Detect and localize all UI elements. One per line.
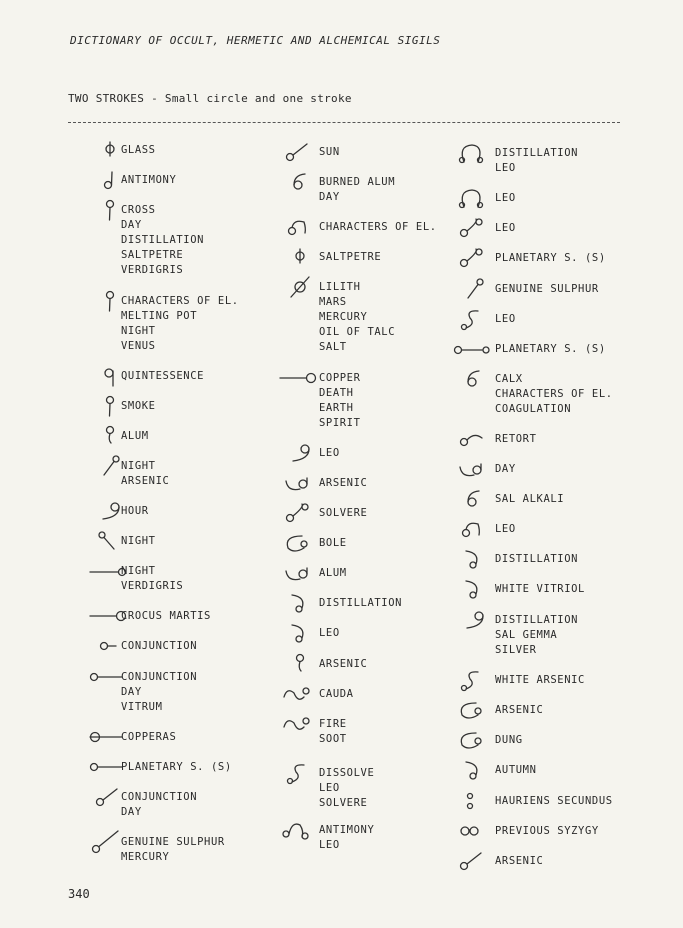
sigil-meaning: ARSENIC xyxy=(319,658,368,670)
line-theta-sigil-icon xyxy=(278,367,322,389)
sigil-meanings xyxy=(319,657,367,672)
sigil-meanings xyxy=(121,609,211,624)
six-shape-sigil-icon xyxy=(452,368,496,390)
sigil-meanings xyxy=(319,476,367,491)
sigil-meaning: COAGULATION xyxy=(495,403,572,415)
slashed-circle-sigil-icon xyxy=(278,276,322,298)
circle-omega-sigil-icon xyxy=(278,819,322,841)
sigil-meaning: ANTIMONY xyxy=(121,174,177,186)
sigil-meanings xyxy=(121,730,176,745)
sigil-meaning: EARTH xyxy=(319,402,354,414)
sigil-meaning: GENUINE SULPHUR xyxy=(121,836,225,848)
sigil-meaning: MERCURY xyxy=(121,851,170,863)
sigil-meanings xyxy=(319,823,374,853)
phi-sigil-icon xyxy=(278,246,322,268)
sigil-meaning: GENUINE SULPHUR xyxy=(495,283,599,295)
sigil-meaning: DAY xyxy=(495,463,516,475)
sigil-meanings xyxy=(495,462,516,477)
sigil-meanings xyxy=(495,191,516,206)
sigil-meanings xyxy=(319,766,374,811)
sigil-meaning: MARS xyxy=(319,296,347,308)
sigil-meaning: CONJUNCTION xyxy=(121,671,198,683)
sigil-meaning: PLANETARY S. (S) xyxy=(121,761,232,773)
sigil-meaning: LEO xyxy=(319,447,340,459)
sigil-meanings xyxy=(495,794,613,809)
sigil-meaning: SAL GEMMA xyxy=(495,629,558,641)
sigil-meaning: VITRUM xyxy=(121,701,163,713)
sigil-meaning: HAURIENS SECUNDUS xyxy=(495,795,613,807)
sigil-meaning: PLANETARY S. (S) xyxy=(495,343,606,355)
sigil-meaning: ALUM xyxy=(121,430,149,442)
sigil-meanings xyxy=(121,534,156,549)
sigil-meaning: SOOT xyxy=(319,733,347,745)
hook-circle-sigil-icon xyxy=(452,518,496,540)
c-circle-sigil-icon xyxy=(278,532,322,554)
sigil-meaning: BOLE xyxy=(319,537,347,549)
sigil-meanings xyxy=(495,582,585,597)
section-rule xyxy=(68,122,620,123)
omega-sigil-icon xyxy=(452,142,496,164)
sigil-meanings xyxy=(319,250,381,265)
sigil-meanings xyxy=(495,146,578,176)
c-circle-sigil-icon xyxy=(452,699,496,721)
sigil-meanings xyxy=(121,835,225,865)
circle-diag-up-sigil-icon xyxy=(278,141,322,163)
sigil-meaning: DAY xyxy=(121,219,142,231)
sigil-meanings xyxy=(319,371,361,431)
nine-curve-sigil-icon xyxy=(452,609,496,631)
sigil-meaning: LILITH xyxy=(319,281,361,293)
sigil-meaning: DAY xyxy=(121,686,142,698)
sigil-meaning: SALT xyxy=(319,341,347,353)
section-title: TWO STROKES - Small circle and one stroke xyxy=(68,92,352,105)
sigil-meanings xyxy=(495,733,523,748)
six-shape-sigil-icon xyxy=(452,488,496,510)
sigil-meanings xyxy=(319,145,340,160)
sigil-meanings xyxy=(495,854,543,869)
sigil-meaning: DISSOLVE xyxy=(319,767,375,779)
s-circle-sigil-icon xyxy=(278,762,322,784)
six-shape-sigil-icon xyxy=(278,171,322,193)
sigil-meanings xyxy=(319,626,340,641)
circle-s-sigil-icon xyxy=(452,247,496,269)
sigil-meanings xyxy=(319,175,395,205)
sigil-meaning: VENUS xyxy=(121,340,156,352)
sigil-meanings xyxy=(121,564,183,594)
sigil-meaning: ANTIMONY xyxy=(319,824,375,836)
sigil-meaning: LEO xyxy=(495,192,516,204)
sigil-meaning: CONJUNCTION xyxy=(121,791,198,803)
sigil-meaning: ARSENIC xyxy=(495,855,544,867)
sigil-meaning: LEO xyxy=(319,627,340,639)
c-circle-sigil-icon xyxy=(452,729,496,751)
sigil-meanings xyxy=(121,459,169,489)
sigil-meaning: MELTING POT xyxy=(121,310,198,322)
sigil-meaning: LEO xyxy=(495,313,516,325)
sigil-meanings xyxy=(319,506,367,521)
sigil-meaning: LEO xyxy=(319,839,340,851)
sigil-meaning: DISTILLATION xyxy=(121,234,205,246)
sigil-meanings xyxy=(495,312,516,327)
circle-s-sigil-icon xyxy=(452,217,496,239)
sigil-meaning: SUN xyxy=(319,146,340,158)
circle-s-sigil-icon xyxy=(278,502,322,524)
sigil-meaning: SALTPETRE xyxy=(319,251,382,263)
hook-circle-sigil-icon xyxy=(278,216,322,238)
sigil-meaning: SOLVERE xyxy=(319,507,368,519)
sigil-meaning: NIGHT xyxy=(121,565,156,577)
sigil-meanings xyxy=(121,294,239,354)
sigil-meaning: MERCURY xyxy=(319,311,368,323)
sigil-meaning: ARSENIC xyxy=(319,477,368,489)
sigil-meanings xyxy=(495,251,606,266)
sigil-meaning: PREVIOUS SYZYGY xyxy=(495,825,599,837)
sigil-meaning: BURNED ALUM xyxy=(319,176,396,188)
sigil-meanings xyxy=(121,203,204,278)
sigil-meanings xyxy=(121,143,156,158)
hook-down-sigil-icon xyxy=(278,622,322,644)
sigil-meaning: LEO xyxy=(495,162,516,174)
sigil-meaning: DISTILLATION xyxy=(319,597,403,609)
sigil-meaning: LEO xyxy=(495,222,516,234)
sigil-meaning: LEO xyxy=(495,523,516,535)
sigil-meaning: DISTILLATION xyxy=(495,553,579,565)
hook-down-sigil-icon xyxy=(452,578,496,600)
sigil-meaning: DAY xyxy=(319,191,340,203)
sigil-meanings xyxy=(121,173,176,188)
sigil-meaning: SALTPETRE xyxy=(121,249,184,261)
sigil-meanings xyxy=(121,670,197,715)
sigil-meanings xyxy=(495,282,599,297)
two-dots-sigil-icon xyxy=(452,790,496,812)
sigil-meaning: DUNG xyxy=(495,734,523,746)
omega-sigil-icon xyxy=(452,187,496,209)
sigil-meaning: VERDIGRIS xyxy=(121,580,184,592)
sigil-meaning: VERDIGRIS xyxy=(121,264,184,276)
hook-down-sigil-icon xyxy=(452,759,496,781)
sigil-meaning: NIGHT xyxy=(121,325,156,337)
sigil-meanings xyxy=(495,703,543,718)
hook-down-sigil-icon xyxy=(452,548,496,570)
sigil-meaning: SILVER xyxy=(495,644,537,656)
sigil-meaning: FIRE xyxy=(319,718,347,730)
sigil-meaning: GLASS xyxy=(121,144,156,156)
sigil-meanings xyxy=(121,760,232,775)
sigil-meaning: SAL ALKALI xyxy=(495,493,565,505)
wave-circle-sigil-icon xyxy=(278,713,322,735)
sigil-meaning: DISTILLATION xyxy=(495,147,579,159)
sigil-meaning: CHARACTERS OF EL. xyxy=(319,221,437,233)
sigil-meaning: CALX xyxy=(495,373,523,385)
sigil-meanings xyxy=(121,369,204,384)
sigil-meanings xyxy=(495,372,613,417)
sigil-meaning: AUTUMN xyxy=(495,764,537,776)
sigil-meaning: RETORT xyxy=(495,433,537,445)
sigil-meanings xyxy=(121,504,149,519)
sigil-meaning: NIGHT xyxy=(121,535,156,547)
page-number: 340 xyxy=(68,887,90,901)
sigil-meanings xyxy=(495,522,516,537)
sigil-meaning: WHITE ARSENIC xyxy=(495,674,585,686)
sigil-meaning: LEO xyxy=(319,782,340,794)
sigil-meanings xyxy=(495,221,516,236)
sigil-meaning: ARSENIC xyxy=(495,704,544,716)
sigil-meanings xyxy=(495,613,578,658)
sigil-meaning: COPPER xyxy=(319,372,361,384)
sigil-meaning: OIL OF TALC xyxy=(319,326,396,338)
sigil-meanings xyxy=(495,824,599,839)
cup-circle-sigil-icon xyxy=(278,562,322,584)
sigil-meanings xyxy=(495,763,537,778)
sigil-meanings xyxy=(495,552,578,567)
sigil-meanings xyxy=(319,280,395,355)
sigil-meaning: DEATH xyxy=(319,387,354,399)
sigil-meanings xyxy=(319,687,354,702)
sigil-meaning: COPPERAS xyxy=(121,731,177,743)
sigil-meanings xyxy=(495,673,585,688)
sigil-meanings xyxy=(121,399,156,414)
sigil-meaning: HOUR xyxy=(121,505,149,517)
sigil-meanings xyxy=(319,446,340,461)
sigil-meanings xyxy=(495,432,537,447)
circle-stem-curl-sigil-icon xyxy=(278,653,322,675)
sigil-meanings xyxy=(319,536,347,551)
double-circle-sigil-icon xyxy=(452,820,496,842)
sigil-meaning: NIGHT xyxy=(121,460,156,472)
sigil-meaning: SOLVERE xyxy=(319,797,368,809)
sigil-meanings xyxy=(121,429,149,444)
circle-diag-left-sigil-icon xyxy=(452,278,496,300)
sigil-meanings xyxy=(319,717,347,747)
sigil-meaning: DISTILLATION xyxy=(495,614,579,626)
s-circle-sigil-icon xyxy=(452,669,496,691)
sigil-meaning: PLANETARY S. (S) xyxy=(495,252,606,264)
sigil-meaning: QUINTESSENCE xyxy=(121,370,205,382)
sigil-meaning: DAY xyxy=(121,806,142,818)
s-circle-sigil-icon xyxy=(452,308,496,330)
sigil-meaning: ARSENIC xyxy=(121,475,170,487)
running-head: DICTIONARY OF OCCULT, HERMETIC AND ALCHEMICAL SIGILS xyxy=(70,34,441,47)
sigil-meaning: ALUM xyxy=(319,567,347,579)
sigil-meanings xyxy=(495,342,606,357)
sigil-meaning: CROSS xyxy=(121,204,156,216)
sigil-meanings xyxy=(121,639,197,654)
sigil-meanings xyxy=(319,220,437,235)
sigil-meaning: SPIRIT xyxy=(319,417,361,429)
sigil-meaning: WHITE VITRIOL xyxy=(495,583,585,595)
sigil-meaning: CROCUS MARTIS xyxy=(121,610,211,622)
nine-curve-sigil-icon xyxy=(278,442,322,464)
sigil-meanings xyxy=(495,492,564,507)
circle-arc-sigil-icon xyxy=(452,428,496,450)
cup-circle-sigil-icon xyxy=(452,458,496,480)
sigil-meaning: CAUDA xyxy=(319,688,354,700)
sigil-meaning: CONJUNCTION xyxy=(121,640,198,652)
sigil-meaning: CHARACTERS OF EL. xyxy=(121,295,239,307)
hook-down-sigil-icon xyxy=(278,592,322,614)
sigil-meanings xyxy=(319,566,347,581)
sigil-meanings xyxy=(121,790,197,820)
sigil-meanings xyxy=(319,596,402,611)
sigil-meaning: CHARACTERS OF EL. xyxy=(495,388,613,400)
sigil-meaning: SMOKE xyxy=(121,400,156,412)
circle-diag-up-sigil-icon xyxy=(452,850,496,872)
wave-circle-sigil-icon xyxy=(278,683,322,705)
cup-circle-sigil-icon xyxy=(278,472,322,494)
circle-long-right-sigil-icon xyxy=(452,338,496,360)
